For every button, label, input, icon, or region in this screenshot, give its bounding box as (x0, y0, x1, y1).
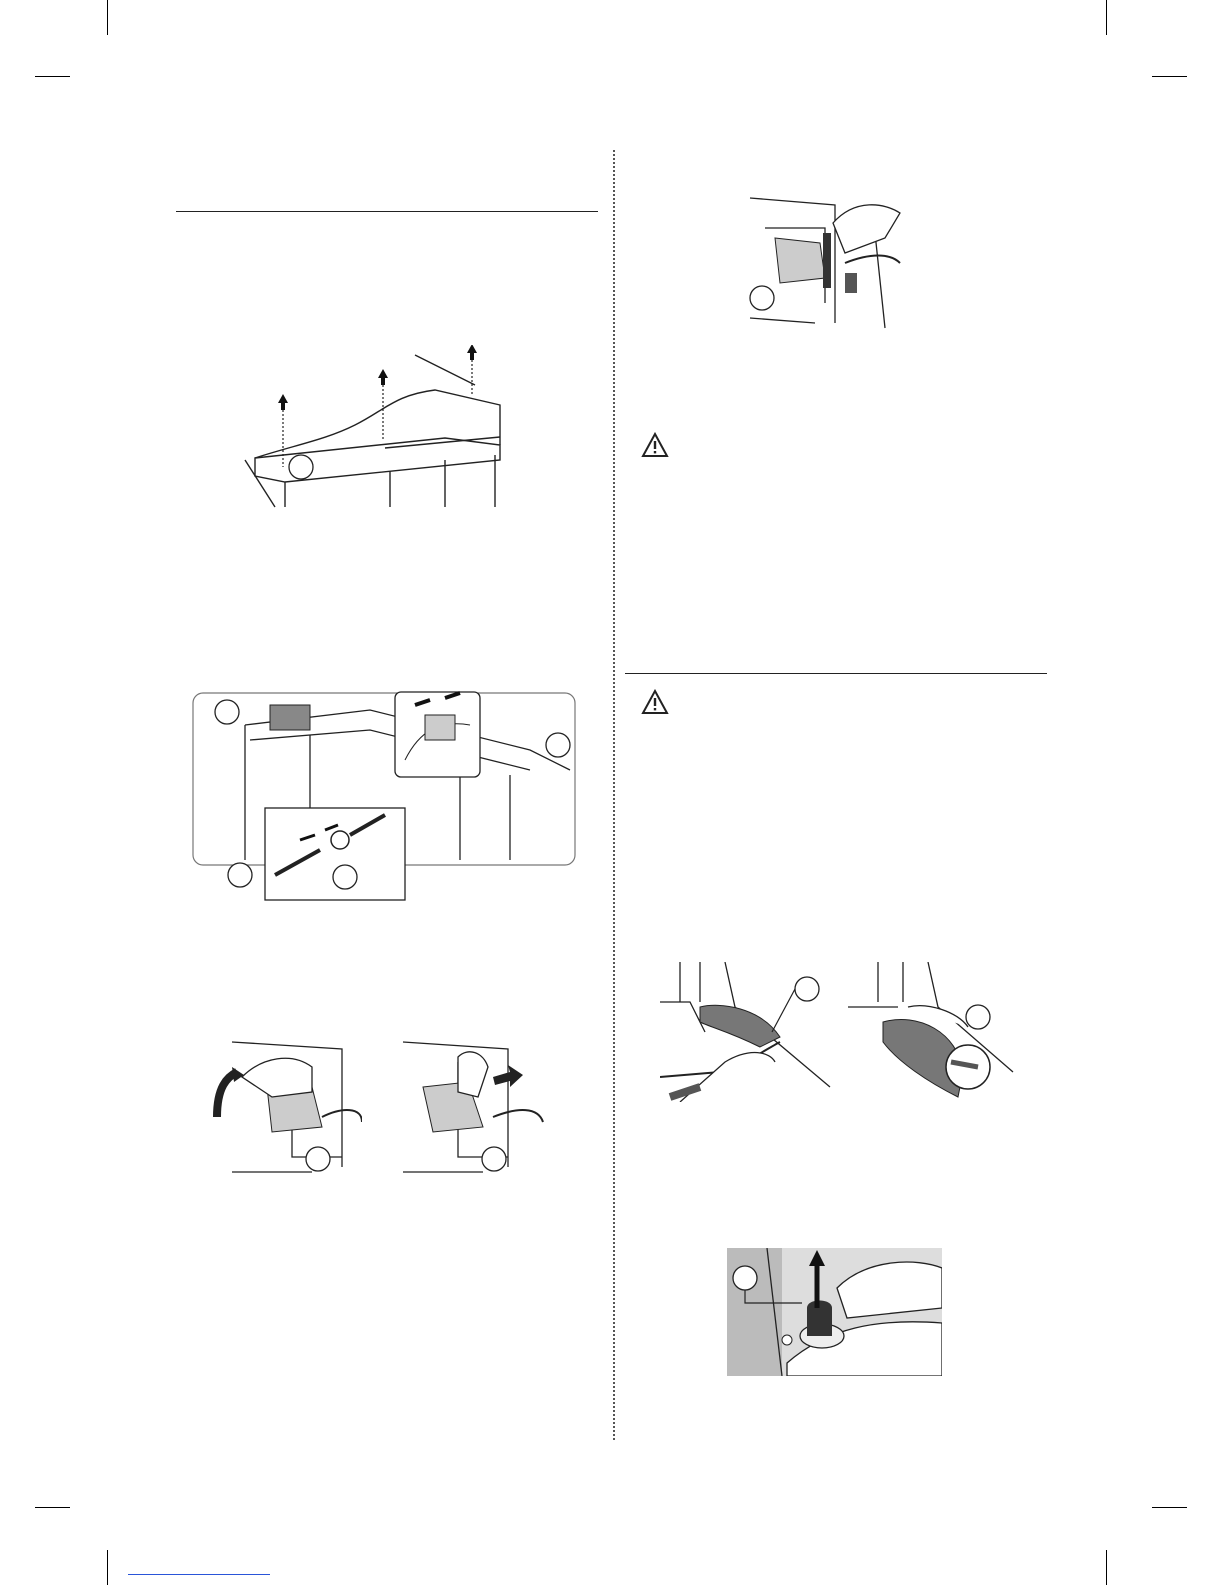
warning-triangle-icon (641, 432, 669, 458)
callout-circle (795, 977, 819, 1001)
door-cover-tool-illustration (660, 962, 840, 1102)
crop-mark (107, 0, 108, 35)
warning-triangle-icon (641, 689, 669, 715)
footer-link[interactable] (128, 1574, 270, 1575)
crop-mark (1152, 1507, 1187, 1508)
section-rule-right (625, 673, 1047, 674)
callout-circle (215, 700, 239, 724)
hinge-pin-illustration (727, 1248, 942, 1376)
crop-mark (35, 76, 70, 77)
callout-circle (333, 865, 357, 889)
crop-mark (107, 1550, 108, 1585)
hinge-lift-illustration (745, 193, 920, 333)
callout-circle (306, 1147, 330, 1171)
crop-mark (1152, 76, 1187, 77)
top-cover-illustration (235, 345, 525, 515)
crop-mark (1106, 0, 1107, 35)
up-arrow-icon (278, 345, 477, 410)
section-rule-left (176, 211, 598, 212)
callout-circle (750, 286, 774, 310)
callout-circle (733, 1266, 757, 1290)
callout-circle (966, 1005, 990, 1029)
crop-mark (1106, 1550, 1107, 1585)
door-cover-hand-illustration (848, 962, 1018, 1102)
callout-circle (546, 733, 570, 757)
callout-circle (482, 1147, 506, 1171)
callout-circle (228, 863, 252, 887)
hinge-left-illustration (212, 1037, 362, 1177)
hinge-right-illustration (398, 1037, 558, 1177)
crop-mark (35, 1507, 70, 1508)
column-divider (613, 150, 615, 1440)
callout-circle (289, 455, 313, 479)
connector-illustration (190, 690, 580, 910)
